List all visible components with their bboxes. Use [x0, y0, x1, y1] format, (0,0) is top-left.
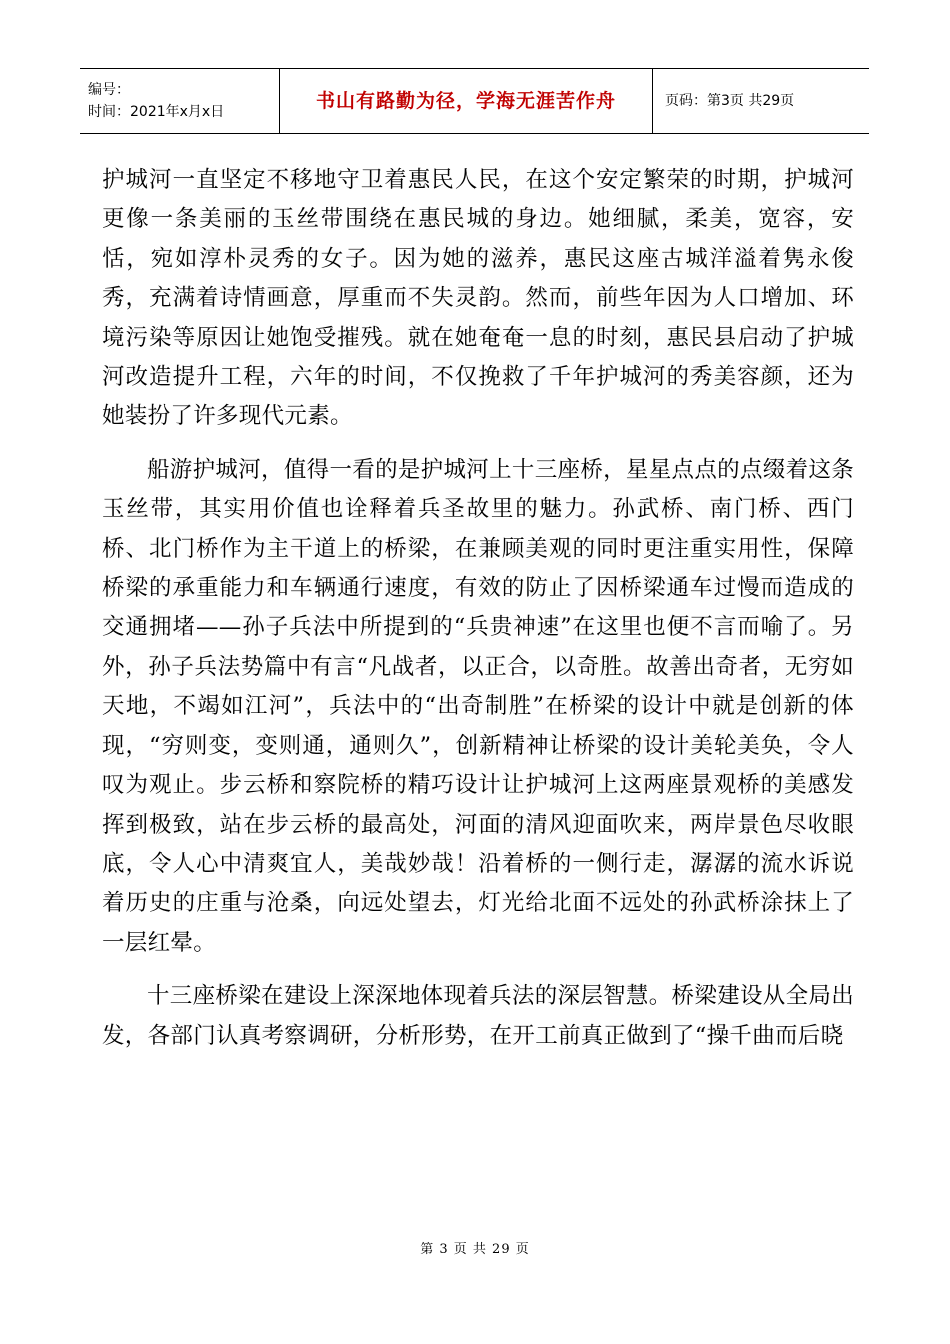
serial-label: 编号： — [88, 82, 130, 98]
header-motto-cell — [280, 69, 653, 133]
motto-text: 书山有路勤为径，学海无涯苦作舟 — [315, 90, 616, 112]
page-header — [80, 68, 869, 134]
document-body — [102, 161, 854, 1070]
time-label: 时间：2021年x月x日 — [88, 104, 225, 120]
page-number-label: 页码：第3页 共29页 — [665, 93, 795, 109]
header-page-cell — [653, 69, 869, 133]
paragraph-3: 十三座桥梁在建设上深深地体现着兵法的深层智慧。桥梁建设从全局出发，各部门认真考察调研，分析形势，在开工前真正做到了“操千曲而后晓 — [102, 983, 854, 1049]
paragraph-2: 船游护城河，值得一看的是护城河上十三座桥，星星点点的点缀着这条玉丝带，其实用价值也诠释着兵圣故里的魅力。孙武桥、南门桥、西门桥、北门桥作为主干道上的桥梁，在兼顾美观的同时更注重实用性，保障桥梁的承重能力和车辆通行速度，有效的防止了因桥梁通车过慢而造成的交通拥堵——孙子兵法中所提到的“兵贵神速”在这里也便不言而喻了。另外，孙子兵法势篇中有言“凡战者，以正合，以奇胜。故善出奇者，无穷如天地，不竭如江河”，兵法中的“出奇制胜”在桥梁的设计中就是创新的体现，“穷则变，变则通，通则久”，创新精神让桥梁的设计美轮美奂，令人叹为观止。步云桥和察院桥的精巧设计让护城河上这两座景观桥的美感发挥到极致，站在步云桥的最高处，河面的清风迎面吹来，两岸景色尽收眼底，令人心中清爽宜人，美哉妙哉！沿着桥的一侧行走，潺潺的流水诉说着历史的庄重与沧桑，向远处望去，灯光给北面不远处的孙武桥涂抹上了一层红晕。 — [102, 456, 854, 956]
header-meta-cell — [80, 69, 280, 133]
paragraph-1: 护城河一直坚定不移地守卫着惠民人民，在这个安定繁荣的时期，护城河更像一条美丽的玉丝带围绕在惠民城的身边。她细腻，柔美，宽容，安恬，宛如淳朴灵秀的女子。因为她的滋养，惠民这座古城洋溢着隽永俊秀，充满着诗情画意，厚重而不失灵韵。然而，前些年因为人口增加、环境污染等原因让她饱受摧残。就在她奄奄一息的时刻，惠民县启动了护城河改造提升工程，六年的时间，不仅挽救了千年护城河的秀美容颜，还为她装扮了许多现代元素。 — [102, 167, 854, 430]
page-footer: 第 3 页 共 29 页 — [420, 1242, 530, 1257]
